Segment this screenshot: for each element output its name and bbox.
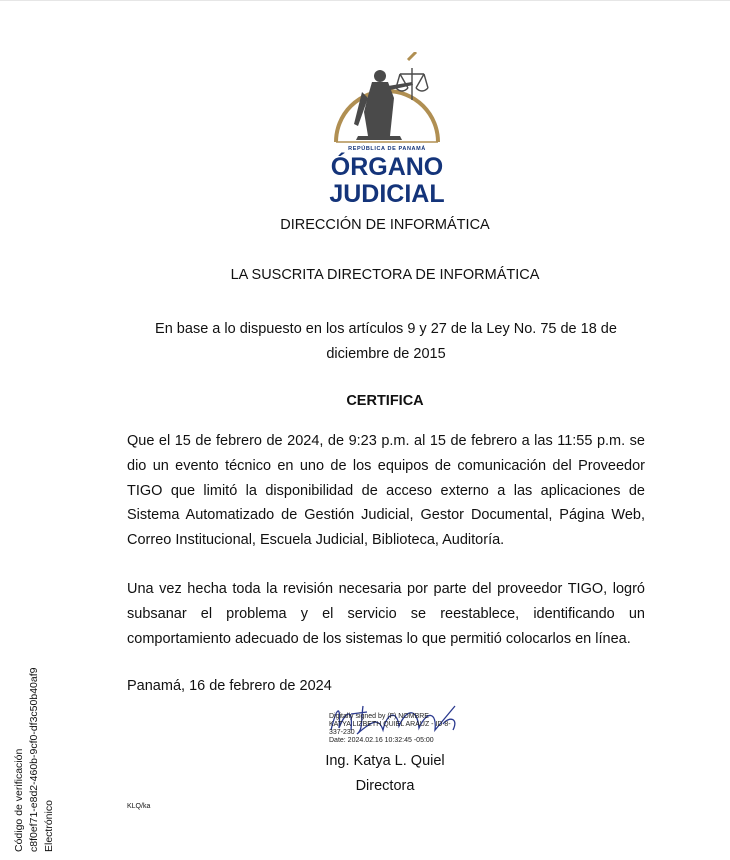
department-heading: DIRECCIÓN DE INFORMÁTICA	[280, 217, 490, 233]
verification-label: Código de verificación	[13, 748, 25, 852]
reference-initials: KLQ/ka	[127, 803, 151, 810]
body-paragraph-1: Que el 15 de febrero de 2024, de 9:23 p.m. al 15 de febrero a las 11:55 p.m. se dio un evento técnico en uno de los equipos de comunicación del Proveedor TIGO que limitó la disponibilidad de acceso externo a las aplicaciones de Sistema Automatizado de Gestión Judicial, Gestor Documental, Página Web, Correo Institucional, Escuela Judicial, Biblioteca, Auditoría.	[127, 433, 645, 549]
logo-republic-text: REPÚBLICA DE PANAMÁ	[348, 146, 426, 152]
organo-judicial-logo	[328, 52, 446, 206]
logo-line2-text: JUDICIAL	[329, 180, 445, 206]
signature-line-3: 337-230	[329, 729, 355, 736]
verification-code: c8f0ef71-e8d2-460b-9cf0-df3c50b40af9	[28, 667, 40, 852]
signer-name: Ing. Katya L. Quiel	[325, 753, 445, 769]
signature-line-1: Digitally signed by (F) NOMBRE	[329, 713, 429, 720]
place-date: Panamá, 16 de febrero de 2024	[127, 678, 332, 694]
legal-basis-text: En base a lo dispuesto en los artículos 9 y 27 de la Ley No. 75 de 18 de diciembre de 2015	[155, 321, 617, 362]
verification-type: Electrónico	[43, 800, 55, 852]
verification-block	[12, 668, 57, 852]
signature-date: Date: 2024.02.16 10:32:45 -05:00	[329, 737, 434, 744]
logo-line1-text: ÓRGANO	[330, 153, 444, 181]
subtitle-heading: LA SUSCRITA DIRECTORA DE INFORMÁTICA	[230, 267, 540, 283]
certifica-heading: CERTIFICA	[346, 393, 424, 409]
page-top-edge	[0, 0, 730, 1]
logo-emblem-icon	[328, 52, 446, 206]
signature-line-2: KATYA LIZBETH QUIEL ARAUZ - ID 8-	[329, 721, 451, 728]
sword-icon	[408, 52, 416, 60]
digital-signature	[327, 700, 467, 750]
signer-title: Directora	[355, 778, 415, 794]
body-paragraph-2: Una vez hecha toda la revisión necesaria por parte del proveedor TIGO, logró subsanar el problema y el servicio se reestablece, identificando un comportamiento adecuado de los sistemas lo que permitió colocarlos en línea.	[127, 581, 645, 647]
